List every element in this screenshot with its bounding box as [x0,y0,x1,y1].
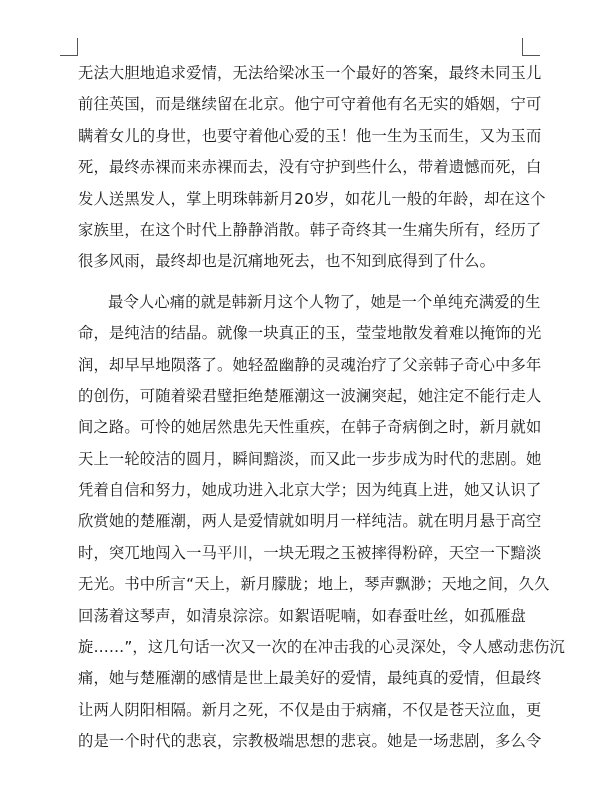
document-body [78,58,565,758]
text-line: 家族里，在这个时代上静静消散。韩子奇终其一生痛失所有，经历了 [78,220,542,239]
text-line: 很多风雨，最终却也是沉痛地死去，也不知到底得到了什么。 [78,252,496,271]
text-line: 时，突兀地闯入一马平川，一块无瑕之玉被摔得粉碎，天空一下黯淡 [78,543,542,562]
text-line: 润，却早早地陨落了。她轻盈幽静的灵魂治疗了父亲韩子奇心中多年 [78,355,542,374]
text-line: 凭着自信和努力，她成功进入北京大学；因为纯真上进，她又认识了 [78,481,542,500]
paragraph-spacer [78,278,528,287]
text-line: 让两人阴阳相隔。新月之死，不仅是由于病痛，不仅是苍天泣血，更 [78,700,542,719]
text-line: 旋……”，这几句话一次又一次的在冲击我的心灵深处，令人感动悲伤沉 [78,638,565,657]
text-line: 无光。书中所言“天上，新月朦胧；地上，琴声飘渺；天地之间，久久 [78,575,550,594]
text-line: 死，最终赤裸而来赤裸而去，没有守护到些什么，带着遗憾而死，白 [78,158,542,177]
text-line: 瞒着女儿的身世，也要守着他心爱的玉！他一生为玉而生，又为玉而 [78,126,542,145]
text-line: 发人送黑发人，掌上明珠韩新月20岁，如花儿一般的年龄，却在这个 [78,189,546,208]
paragraph-2 [78,287,565,758]
text-line: 最令人心痛的就是韩新月这个人物了，她是一个单纯充满爱的生 [108,292,541,311]
text-line: 痛，她与楚雁潮的感情是世上最美好的爱情，最纯真的爱情，但最终 [78,669,542,688]
top-left-margin-mark [60,38,78,56]
text-line: 欣赏她的楚雁潮，两人是爱情就如明月一样纯洁。就在明月悬于高空 [78,512,542,531]
text-line: 前往英国，而是继续留在北京。他宁可守着他有名无实的婚姻，宁可 [78,95,542,114]
text-line: 天上一轮皎洁的圆月，瞬间黯淡，而又此一步步成为时代的悲剧。她 [78,449,542,468]
paragraph-1 [78,58,546,278]
text-line: 间之路。可怜的她居然患先天性重疾，在韩子奇病倒之时，新月就如 [78,418,542,437]
text-line: 回荡着这琴声，如清泉淙淙。如絮语呢喃，如春蚕吐丝，如孤雁盘 [78,606,526,625]
text-line: 无法大胆地追求爱情，无法给梁冰玉一个最好的答案，最终未同玉儿 [78,64,542,82]
top-right-margin-mark [522,38,540,56]
text-line: 的创伤，可随着梁君璧拒绝楚雁潮这一波澜突起，她注定不能行走人 [78,386,542,405]
text-line: 命，是纯洁的结晶。就像一块真正的玉，莹莹地散发着难以掩饰的光 [78,324,542,343]
text-line: 的是一个时代的悲哀，宗教极端思想的悲哀。她是一场悲剧，多么令 [78,732,542,751]
